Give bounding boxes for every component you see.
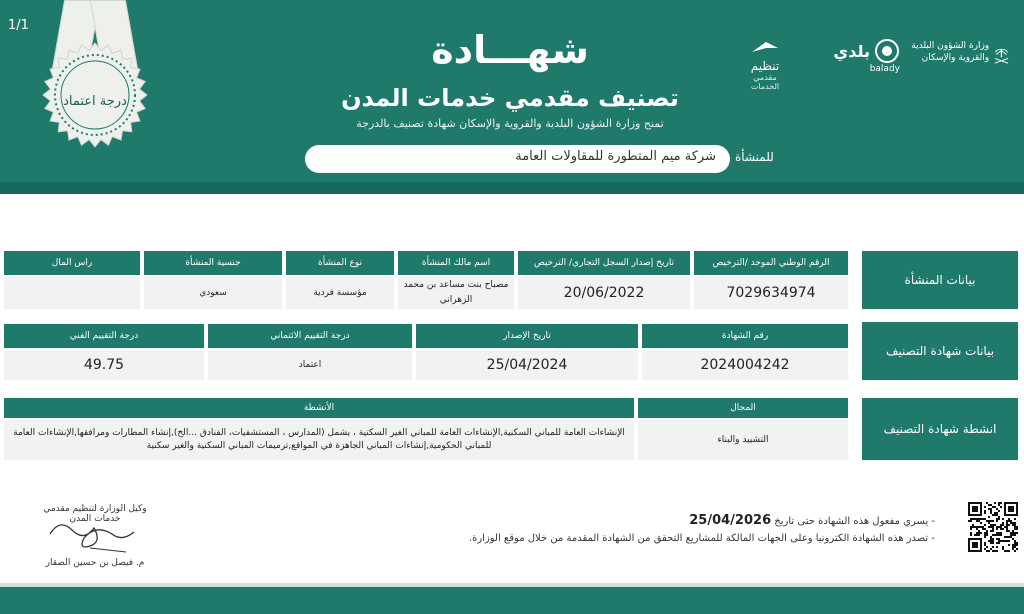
header-capital: راس المال (4, 251, 140, 275)
header-field: المجال (638, 398, 848, 418)
page-number: 1/1 (8, 18, 29, 33)
section-label-establishment: بيانات المنشأة (862, 251, 1018, 309)
value-credit-rating: اعتماد (208, 350, 412, 380)
balady-logo-text: بلدي (833, 41, 870, 61)
certificate-subtitle: تصنيف مقدمي خدمات المدن (341, 84, 679, 112)
balady-logo (810, 38, 900, 74)
value-certificate-number: 2024004242 (642, 350, 848, 380)
signer-title: وكيل الوزارة لتنظيم مقدمي خدمات المدن (43, 504, 147, 524)
value-establishment-type: مؤسسة فردية (286, 277, 394, 309)
validity-note-text: - يسري مفعول هذه الشهادة حتى تاريخ (774, 516, 935, 527)
tanzeem-logo-text: تنظيم (750, 59, 780, 73)
section-label-classification: بيانات شهادة التصنيف (862, 322, 1018, 380)
header-cr-issue-date: تاريخ إصدار السجل التجاري/ الترخيص (518, 251, 690, 275)
certificate-title: شهـــادة (431, 28, 589, 72)
header-credit-rating: درجة التقييم الائتماني (208, 324, 412, 348)
ministry-logo (900, 40, 1010, 72)
signature-icon (30, 512, 160, 556)
tanzeem-logo-subtext: مقدمي الخدمات (750, 73, 780, 91)
header-activities: الأنشطة (4, 398, 634, 418)
qr-code-icon (968, 502, 1018, 552)
verification-note: - تصدر هذه الشهادة الكترونيا وعلى الجهات المالكة للمشاريع التحقق من الشهادة المقدمة من خلال موقع الوزارة. (468, 533, 935, 544)
value-field: التشييد والبناء (638, 420, 848, 460)
header-fold (0, 182, 1024, 194)
palm-swords-emblem-icon (993, 40, 1010, 72)
logos-bar (740, 36, 1010, 91)
tanzeem-logo (740, 40, 790, 91)
certificate-notes (440, 512, 935, 547)
tanzeem-arrow-icon (750, 40, 780, 56)
establishment-label: للمنشأة (735, 150, 774, 164)
value-activities: الإنشاءات العامة للمباني السكنية,الإنشاءات العامة للمباني الغير السكنية ، يشمل (المدارس ، المستشفيات، الفنادق ...الخ),إنشاء المطارات ومرافقها,الإنشاءات العامة للمباني الحكومية,إنشاءات المباني الجاهزة في المواقع,ترميمات المباني السكنية والغير سكنية (4, 420, 634, 460)
signer-name: م. فيصل بن حسين الصقار (45, 558, 145, 568)
seal-text: درجة اعتماد (63, 94, 127, 109)
establishment-name-field: شركة ميم المتطورة للمقاولات العامة (305, 145, 730, 173)
header-certificate-number: رقم الشهادة (642, 324, 848, 348)
ministry-logo-text: وزارة الشؤون البلدية والقروية والإسكان (911, 41, 990, 63)
value-owner-name: مصباح بنت مساعد بن محمد الزهراني (398, 277, 514, 309)
value-national-number: 7029634974 (694, 277, 848, 309)
section-label-activities: انشطة شهادة التصنيف (862, 398, 1018, 460)
value-capital (4, 277, 140, 309)
accreditation-seal (40, 0, 150, 160)
value-nationality: سعودي (144, 277, 282, 309)
header-nationality: جنسية المنشأة (144, 251, 282, 275)
validity-date: 25/04/2026 (689, 513, 772, 528)
header-owner-name: اسم مالك المنشأة (398, 251, 514, 275)
value-technical-rating: 49.75 (4, 350, 204, 380)
balady-emblem-icon (874, 38, 900, 64)
value-cr-issue-date: 20/06/2022 (518, 277, 690, 309)
header-establishment-type: نوع المنشأة (286, 251, 394, 275)
header-issue-date: تاريخ الإصدار (416, 324, 638, 348)
certificate-footer (0, 587, 1024, 614)
balady-logo-subtext: balady (869, 64, 900, 74)
grant-statement: تمنح وزارة الشؤون البلدية والقروية والإسكان شهادة تصنيف بالدرجة (356, 117, 664, 130)
value-issue-date: 25/04/2024 (416, 350, 638, 380)
header-national-number: الرقم الوطني الموحد /الترخيص (694, 251, 848, 275)
validity-note (440, 512, 935, 530)
header-technical-rating: درجة التقييم الفني (4, 324, 204, 348)
